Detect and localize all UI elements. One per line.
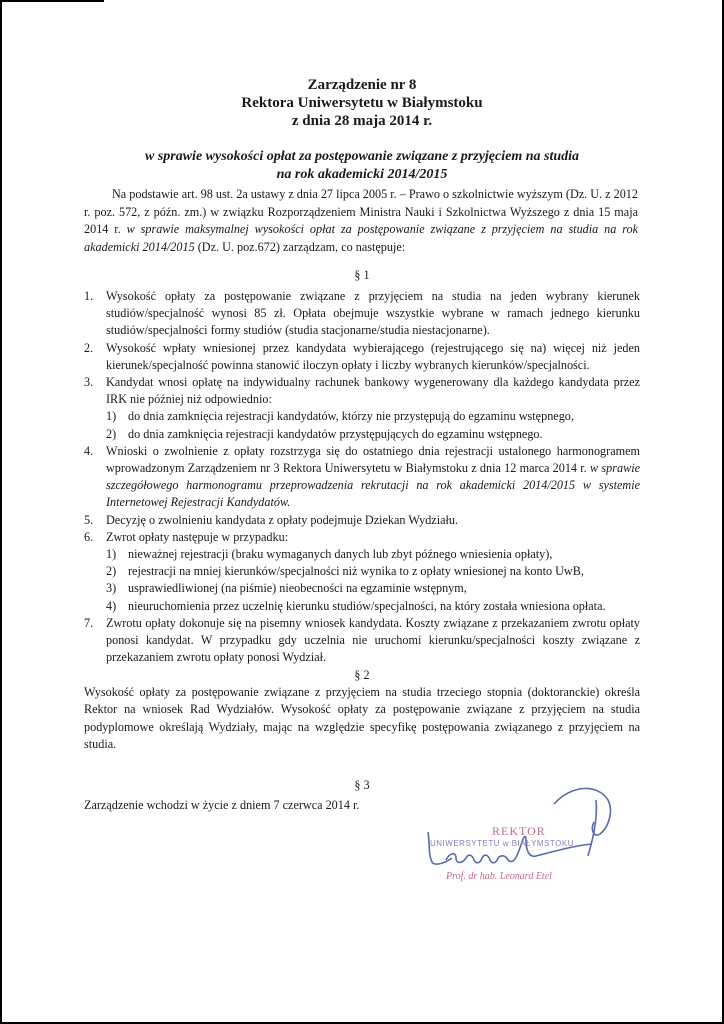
section-1-list xyxy=(84,288,640,666)
header-line-3: z dnia 28 maja 2014 r. xyxy=(291,113,433,129)
subject-line-2: na rok akademicki 2014/2015 xyxy=(276,167,448,182)
document-header xyxy=(0,76,724,130)
sub-list-item-number: 2) xyxy=(106,426,117,441)
section-3-paragraph: Zarządzenie wchodzi w życie z dniem 7 czerwca 2014 r. xyxy=(84,798,360,812)
sub-list-item-number: 3) xyxy=(106,581,117,596)
intro-text-a: Na podstawie art. 98 ust. 2a ustawy z dnia 27 lipca 2005 r. – Prawo o szkolnictwie wyższym (Dz. U. z 2012 r. poz. 572, z późn. zm.) w związku Rozporządzeniem Ministra Nauki i Szkolnictwa Wyższego z dnia 15 maja 2014 r. xyxy=(84,187,638,237)
list-item-number: 6. xyxy=(84,529,94,544)
list-item-number: 2. xyxy=(84,340,94,355)
document-subject xyxy=(100,148,624,184)
list-item-number: 4. xyxy=(84,443,94,458)
list-item-text: Wnioski o zwolnienie z opłaty rozstrzyga się do ostatniego dnia rejestracji ustalonego harmonogramem wprowadzonym Zarządzeniem nr 3 Rektora Uniwersytetu w Białymstoku z dnia 12 marca 2014 r. xyxy=(106,443,640,476)
list-item-text-italic: w sprawie szczegółowego harmonogramu przeprowadzenia rekrutacji na rok akademicki 2014/2015 w systemie Internetowej Rejestracji Kandydatów. xyxy=(106,461,640,510)
subject-line-1: w sprawie wysokości opłat za postępowanie związane z przyjęciem na studia xyxy=(144,149,580,164)
list-item xyxy=(84,340,640,374)
list-item-number: 3. xyxy=(84,375,94,390)
section-2-sign: § 2 xyxy=(354,668,370,682)
header-line-1: Zarządzenie nr 8 xyxy=(307,77,417,93)
list-item xyxy=(84,529,640,615)
list-item-number: 5. xyxy=(84,512,94,527)
sub-list-item xyxy=(106,598,640,615)
sub-list-item xyxy=(106,408,640,425)
sub-list xyxy=(106,546,640,615)
stamp-university: UNIWERSYTETU w BIAŁYMSTOKU xyxy=(430,839,574,848)
list-item-number: 7. xyxy=(84,615,94,630)
list-item xyxy=(84,288,640,340)
sub-list-item-number: 1) xyxy=(106,409,117,424)
sub-list-item-text: nieuruchomienia przez uczelnię kierunku studiów/specjalności, na który została wniesiona opłata. xyxy=(128,598,606,613)
list-item-text: Kandydat wnosi opłatę na indywidualny rachunek bankowy wygenerowany dla każdego kandydata przez IRK nie później niż odpowiednio: xyxy=(106,375,640,407)
sub-list-item xyxy=(106,426,640,443)
sub-list-item-text: usprawiedliwionej (na piśmie) nieobecności na egzaminie wstępnym, xyxy=(128,581,467,596)
sub-list-item xyxy=(106,546,640,563)
sub-list-item xyxy=(106,563,640,580)
list-item-number: 1. xyxy=(84,289,94,303)
intro-paragraph xyxy=(84,186,638,256)
sub-list-item-text: nieważnej rejestracji (braku wymaganych danych lub zbyt późnego wniesienia opłaty), xyxy=(128,547,553,562)
intro-text-b: (Dz. U. poz.672) zarządzam, co następuje: xyxy=(194,239,406,254)
list-item-text: Zwrotu opłaty dokonuje się na pisemny wniosek kandydata. Koszty związane z przekazaniem zwrotu opłaty ponosi kandydat. W przypadku gdy uczelnia nie uruchomi kierunku/specjalności koszty związane z przekazaniem zwrotu opłaty ponosi Wydział. xyxy=(106,615,640,665)
section-1-sign: § 1 xyxy=(354,268,370,282)
sub-list-item-text: rejestracji na mniej kierunków/specjalności niż wynika to z opłaty wniesionej na konto UwB, xyxy=(128,564,584,579)
sub-list-item xyxy=(106,580,640,597)
list-item-text: Decyzję o zwolnieniu kandydata z opłaty podejmuje Dziekan Wydziału. xyxy=(106,512,459,527)
rector-stamp xyxy=(422,770,622,890)
list-item xyxy=(84,443,640,512)
list-item xyxy=(84,512,640,529)
section-2-paragraph: Wysokość opłaty za postępowanie związane z przyjęciem na studia trzeciego stopnia (doktoranckie) określa Rektor na wniosek Rad Wydziałów. Wysokość opłaty za postępowanie związane z przyjęciem na studia podyplomowe określają Wydziały, mając na względzie specyfikę postępowania związanego z przyjęciem na studia. xyxy=(84,685,640,752)
list-item-text: Zwrot opłaty następuje w przypadku: xyxy=(106,529,289,544)
stamp-name: Prof. dr hab. Leonard Etel xyxy=(446,871,552,882)
list-item xyxy=(84,615,640,667)
header-line-2: Rektora Uniwersytetu w Białymstoku xyxy=(241,95,483,111)
stamp-title: REKTOR xyxy=(492,824,546,838)
sub-list-item-text: do dnia zamknięcia rejestracji kandydatów, którzy nie przystępują do egzaminu wstępnego, xyxy=(128,409,574,424)
list-item-text: Wysokość opłaty za postępowanie związane z przyjęciem na studia na jeden wybrany kierunek studiów/specjalność wynosi 85 zł. Opłata obejmuje wszystkie wybrane w ramach jednego kierunku studiów/specjalności formy studiów (studia stacjonarne/studia niestacjonarne). xyxy=(106,289,640,338)
sub-list-item-number: 2) xyxy=(106,564,117,579)
sub-list-item-text: do dnia zamknięcia rejestracji kandydatów przystępujących do egzaminu wstępnego. xyxy=(128,426,543,441)
intro-text-italic: w sprawie maksymalnej wysokości opłat za postępowanie związane z przyjęciem na studia na rok akademicki 2014/2015 xyxy=(84,222,638,254)
sub-list xyxy=(106,408,640,442)
sub-list-item-number: 1) xyxy=(106,547,117,562)
list-item xyxy=(84,374,640,443)
list-item-text: Wysokość wpłaty wniesionej przez kandydata wybierającego (rejestrującego się na) więcej niż jeden kierunek/specjalność powinna stanowić iloczyn opłaty i liczby wybranych kierunków/specjalności. xyxy=(106,340,640,372)
sub-list-item-number: 4) xyxy=(106,598,117,613)
section-3-sign: § 3 xyxy=(354,778,370,792)
